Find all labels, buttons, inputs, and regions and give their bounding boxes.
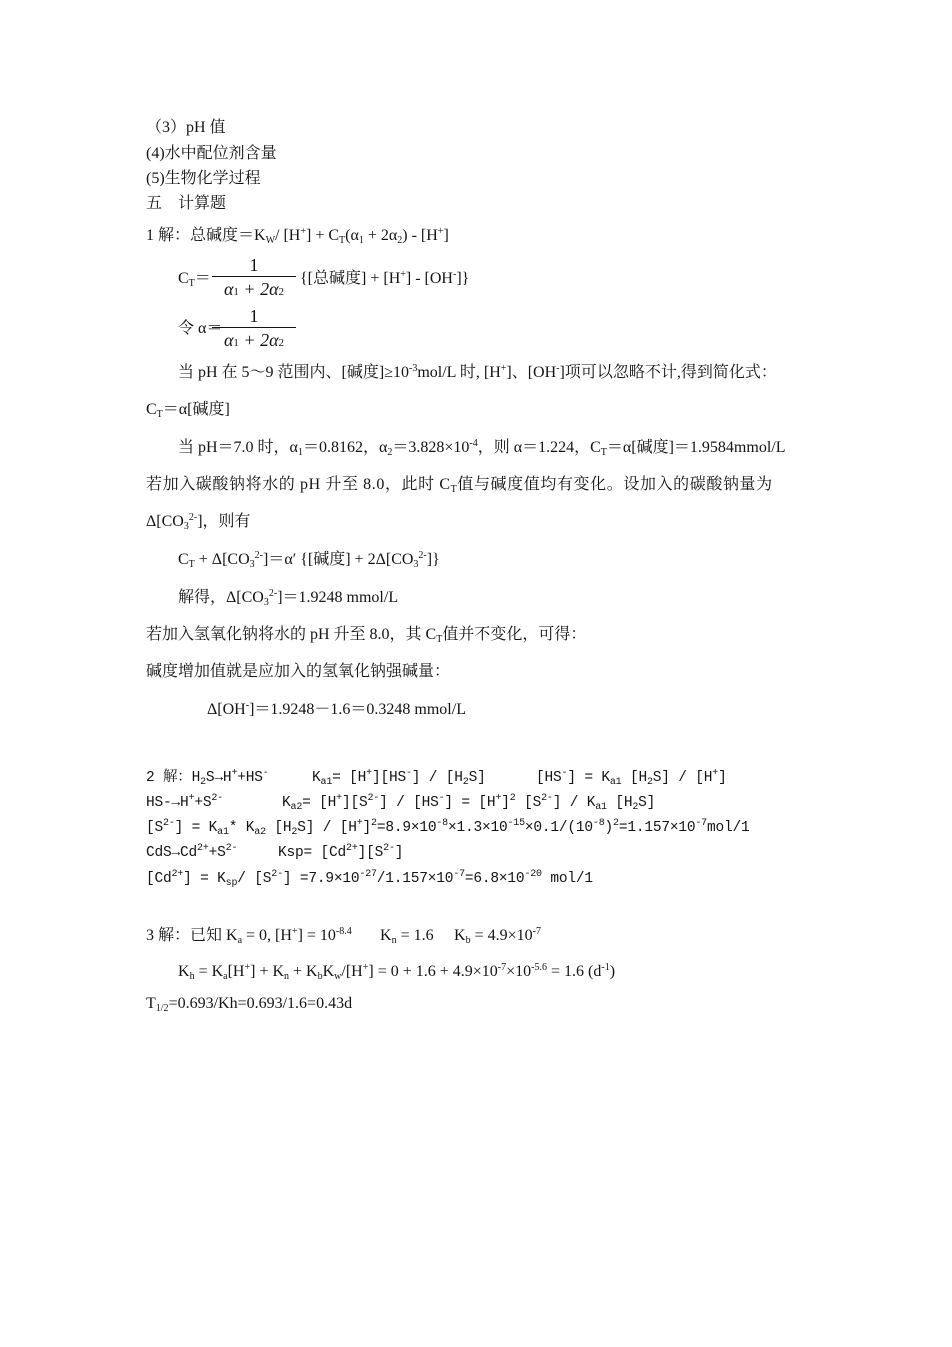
p1-let-alpha: 令 α＝ (178, 320, 223, 337)
p2-hs-expr: $[HS^-] = K_{a1}$ $[H_2S] / [H^+]$ (536, 768, 727, 788)
p1-alpha-fraction: 1 α1 + 2α2 (212, 305, 296, 355)
p1-ct-fraction: 1 α1 + 2α2 (212, 254, 296, 304)
p3-line-1: 3 解：已知 $K_a = 0$, $[H^+] = 10^{-8.4}$ (146, 926, 352, 946)
p1-solution: 解得，$\Delta[CO_3^{2-}]=1.9248$ mmol/L (178, 588, 399, 608)
p1-delta-co3: $\Delta[CO_3^{2-}]$，则有 (146, 512, 251, 532)
p2-line-2: $HS-\to H^++S^{2-}$ (146, 793, 223, 811)
p1-ct-lhs: $C_T=$ (178, 270, 211, 289)
p1-naoh: 若加入氢氧化钠将水的 pH 升至 8.0，其 $C_T$值并不变化，可得： (146, 626, 587, 645)
p1-ph7: 当 pH＝7.0 时，$\alpha_1=0.8162$，$\alpha_2=3.828\times 10^{-4}$，则 α＝1.224，$C_T=\alpha$[碱度]＝1.9584mmol/L (178, 438, 786, 458)
p3-kn: $K_n = 1.6$ (380, 927, 434, 946)
p2-line-5: $[Cd^{2+}] = K_{sp}/$ $[S^{2-}] =7.9\times 10^{-27}/1.157\times 10^{-7}=6.8\times 10^{-20}$ mol/1 (146, 869, 593, 889)
p1-simplified: $C_T=\alpha$[碱度] (146, 401, 230, 420)
p3-line-3: $T_{1/2}=0.693/Kh=0.693/1.6=0.43d$ (146, 995, 353, 1014)
p1-equation2: $C_T + \Delta[CO_3^{2-}]=\alpha'$ {[碱度] + $2\Delta[CO_3^{2-}]$} (178, 550, 440, 570)
p2-ka2-expr: $K_{a2}= [H^+][S^{2-}] / [HS^-] = [H^+]^2$ $[S^{2-}] / K_{a1}$ $[H_2S]$ (282, 793, 656, 813)
item-5-biochem: (5)生物化学过程 (146, 170, 261, 187)
item-4-ligand: (4)水中配位剂含量 (146, 145, 277, 162)
p1-delta-oh: Δ[OH-]＝1.9248－1.6＝0.3248 mmol/L (207, 700, 466, 718)
p2-ka1-expr: $K_{a1}= [H^+][HS^-] / [H_2S]$ (312, 768, 486, 788)
item-3-ph: （3）pH 值 (146, 119, 226, 136)
p1-na2co3: 若加入碳酸钠将水的 pH 升至 8.0，此时 $C_T$值与碱度值均有变化。设加入的碳酸钠量为 (146, 476, 773, 495)
p2-line-3: $[S^{2-}] = K_{a1}*$ $K_{a2}$ $[H_2S] / [H^+]^2=8.9\times 10^{-8}\times 1.3\times 10^{-15}\times 0.1/(10^{-8})^2=1.157\times 10^{-7}mol/1$ (146, 818, 750, 838)
p1-total-alkalinity: 1 解：总碱度$=K_W/$ $[H^+] + C_T(\alpha_1 + 2\alpha_2) - [H^+]$ (146, 226, 449, 246)
section-title: 五 计算题 (146, 195, 227, 212)
p1-increase: 碱度增加值就是应加入的氢氧化钠强碱量： (146, 663, 451, 680)
p3-kb: $K_b = 4.9\times 10^{-7}$ (454, 926, 541, 946)
p2-line-4: $CdS\to Cd^{2+}+S^{2-}$ (146, 843, 238, 861)
p2-ksp-expr: $Ksp= [Cd^{2+}][S^{2-}]$ (278, 843, 404, 861)
p1-condition: 当 pH 在 5～9 范围内、[碱度]$\ge 10^{-3}mol/L$ 时, [H+]、[OH-]项可以忽略不计,得到简化式： (178, 363, 777, 381)
p3-line-2: $K_h = K_a[H^+] + K_n + K_bK_w/[H^+] = 0 + 1.6 + 4.9\times 10^{-7}\times 10^{-5.6} = 1.6$ $(d^{-1})$ (178, 962, 616, 982)
p1-ct-rhs: {[总碱度] + [H+] - [OH-]} (300, 269, 470, 287)
p2-line-1: 2 解：$H_2S\to H^++HS^-$ (146, 768, 269, 788)
